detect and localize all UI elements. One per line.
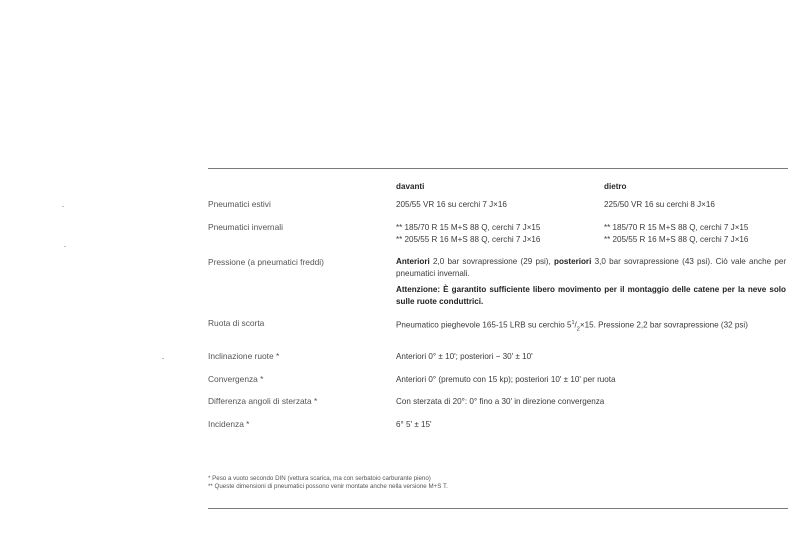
pressure-rear-lead: posteriori: [554, 257, 592, 266]
row-label-toe: Convergenza *: [208, 374, 264, 384]
winter-front-line-1: ** 185/70 R 15 M+S 88 Q, cerchi 7 J×15: [396, 223, 541, 232]
steering-angle-value: Con sterzata di 20°: 0° fino a 30' in direzione convergenza: [396, 397, 605, 406]
summer-rear-value: 225/50 VR 16 su cerchi 8 J×16: [604, 200, 715, 209]
row-label-steering-angle: Differenza angoli di sterzata *: [208, 396, 318, 406]
pressure-front-text: 2,0 bar sovrapressione (29 psi),: [432, 257, 551, 266]
winter-rear-value: [604, 222, 748, 245]
winter-front-line-2: ** 205/55 R 16 M+S 88 Q, cerchi 7 J×16: [396, 234, 541, 244]
top-divider: [208, 168, 788, 169]
spare-frac-num: 1: [571, 320, 575, 326]
caster-value: 6° 5' ± 15': [396, 420, 432, 429]
row-label-spare-wheel: Ruota di scorta: [208, 318, 265, 328]
row-label-caster: Incidenza *: [208, 419, 250, 429]
spare-wheel-value: Pneumatico pieghevole 165-15 LRB su cerchio $5^1/_2\times 15$. Pressione 2,2 bar sovrapressione (32 psi): [396, 320, 748, 333]
row-label-camber: Inclinazione ruote *: [208, 351, 280, 361]
spare-text-b: ×15. Pressione 2,2 bar sovrapressione (32 psi): [579, 320, 748, 330]
pressure-front-lead: Anteriori: [396, 257, 430, 266]
bottom-divider: [208, 508, 788, 509]
camber-value: Anteriori 0° ± 10'; posteriori − 30' ± 10': [396, 352, 533, 361]
column-header-front: davanti: [396, 182, 425, 191]
pressure-value: [396, 256, 786, 279]
toe-value: Anteriori 0° (premuto con 15 kp); posteriori 10' ± 10' per ruota: [396, 375, 616, 384]
spare-frac-den: 2: [576, 326, 580, 333]
row-label-winter-tires: Pneumatici invernali: [208, 222, 283, 232]
scan-speck: [64, 246, 66, 247]
pressure-rear-text: 3,0 bar sovrapressione (43 psi). Ciò vale anche per pneumatici invernali.: [396, 257, 787, 278]
winter-rear-line-1: ** 185/70 R 15 M+S 88 Q, cerchi 7 J×15: [604, 223, 749, 232]
winter-rear-line-2: ** 205/55 R 16 M+S 88 Q, cerchi 7 J×16: [604, 234, 749, 244]
scan-speck: [62, 206, 64, 207]
column-header-rear: dietro: [604, 182, 627, 191]
footnote-weight: * Peso a vuoto secondo DIN (vettura scarica, ma con serbatoio carburante pieno): [208, 475, 431, 482]
chains-attention-note: Attenzione: È garantito sufficiente libero movimento per il montaggio delle catene per la neve solo sulle ruote conduttrici.: [396, 285, 786, 306]
summer-front-value: 205/55 VR 16 su cerchi 7 J×16: [396, 200, 507, 209]
spare-text-a: Pneumatico pieghevole 165-15 LRB su cerchio 5: [396, 320, 572, 330]
footnote-tire-sizes: ** Queste dimensioni di pneumatici possono venir montate anche nella versione M+S T.: [208, 483, 448, 490]
row-label-pressure: Pressione (a pneumatici freddi): [208, 257, 324, 267]
scan-speck: [162, 358, 164, 359]
winter-front-value: [396, 222, 540, 245]
row-label-summer-tires: Pneumatici estivi: [208, 199, 271, 209]
